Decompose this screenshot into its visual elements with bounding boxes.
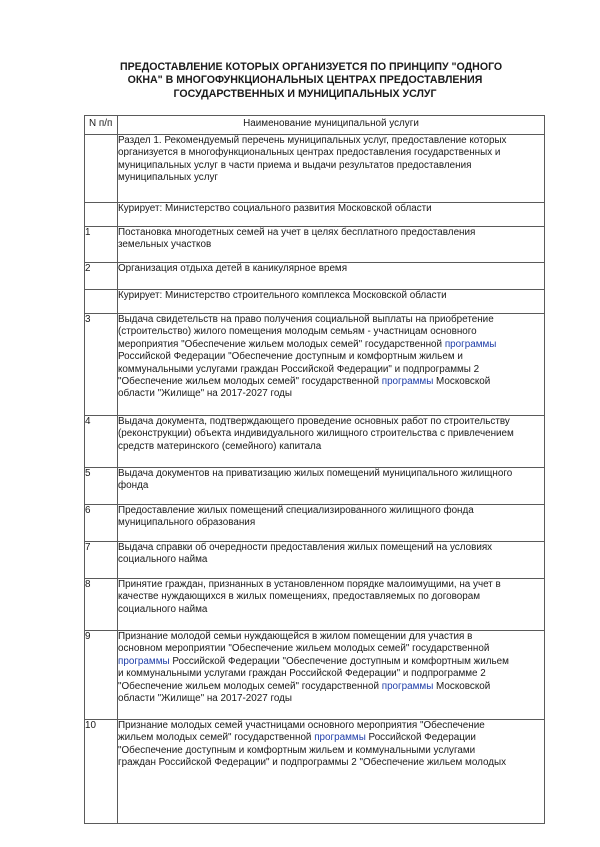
text-segment: области "Жилище" на 2017-2027 годы [118, 388, 293, 400]
text-segment: Курирует: Министерство социального развития Московской области [118, 203, 432, 214]
text-line [118, 656, 544, 668]
row-number: 10 [85, 720, 118, 824]
service-name [118, 720, 545, 824]
program-link[interactable]: программы [444, 338, 497, 350]
text-segment: Постановка многодетных семей на учет в целях бесплатного предоставления [118, 227, 476, 238]
table-header-row [85, 116, 545, 135]
service-name [118, 416, 545, 468]
text-line [118, 388, 544, 400]
text-segment: (реконструкции) объекта индивидуального жилищного строительства с привлечением [118, 428, 514, 440]
text-line [118, 480, 544, 492]
text-line [118, 542, 544, 554]
service-name [118, 227, 545, 263]
table-row [85, 135, 545, 203]
text-line [118, 591, 544, 603]
table-row [85, 579, 545, 631]
text-line [118, 554, 544, 566]
table-row [85, 203, 545, 227]
program-link[interactable]: программы [314, 732, 366, 744]
table-row [85, 263, 545, 290]
text-segment: области "Жилище" на 2017-2027 годы [118, 693, 293, 705]
text-segment: Курирует: Министерство строительного комплекса Московской области [118, 290, 447, 301]
text-line [118, 135, 544, 147]
text-segment: Признание молодой семьи нуждающейся в жилом помещении для участия в [118, 631, 473, 642]
text-line [118, 227, 544, 239]
service-name [118, 468, 545, 505]
text-segment: жильем молодых семей" государственной [118, 732, 315, 744]
text-line [118, 351, 544, 363]
title-line: ГОСУДАРСТВЕННЫХ И МУНИЦИПАЛЬНЫХ УСЛУГ [173, 87, 437, 100]
text-segment: мероприятия "Обеспечение жильем молодых семей" государственной [118, 338, 445, 350]
text-segment: "Обеспечение жильем молодых семей" государственной [118, 376, 382, 388]
text-segment: Выдача документов на приватизацию жилых помещений муниципального жилищного [118, 468, 513, 479]
service-name [118, 505, 545, 542]
text-segment: Предоставление жилых помещений специализированного жилищного фонда [118, 505, 474, 516]
table-row [85, 631, 545, 720]
text-segment: основном мероприятии "Обеспечение жильем молодых семей" государственной [118, 643, 490, 655]
text-segment: Организация отдыха детей в каникулярное время [118, 263, 348, 274]
table-row [85, 227, 545, 263]
text-line [118, 147, 544, 159]
text-segment: Московской [433, 376, 491, 388]
service-name [118, 203, 545, 227]
text-segment: муниципального образования [118, 517, 256, 529]
text-segment: Российской Федерации "Обеспечение доступным и комфортным жильем [169, 655, 509, 667]
column-header-number: N п/п [85, 116, 118, 135]
text-line [118, 732, 544, 744]
text-line [118, 668, 544, 680]
text-line [118, 339, 544, 351]
title-line: ОКНА" В МНОГОФУНКЦИОНАЛЬНЫХ ЦЕНТРАХ ПРЕДОСТАВЛЕНИЯ [127, 74, 483, 87]
text-segment: коммунальными услугами граждан Российской Федерации" и подпрограммы 2 [118, 363, 480, 375]
service-name [118, 542, 545, 579]
text-line [118, 468, 544, 480]
row-number: 7 [85, 542, 118, 579]
table-row [85, 505, 545, 542]
service-name [118, 579, 545, 631]
text-segment: Выдача свидетельств на право получения социальной выплаты на приобретение [118, 314, 494, 325]
text-line [118, 326, 544, 338]
text-segment: "Обеспечение доступным и комфортным жильем и коммунальными услугами [118, 744, 476, 756]
text-segment: фонда [118, 480, 149, 492]
document-title [120, 61, 503, 101]
service-name [118, 290, 545, 314]
text-line [118, 416, 544, 428]
text-segment: муниципальных услуг в части приема и выдачи результатов предоставления [118, 159, 472, 171]
text-line [118, 720, 544, 732]
table-row [85, 416, 545, 468]
service-name [118, 314, 545, 416]
row-number: 6 [85, 505, 118, 542]
row-number: 9 [85, 631, 118, 720]
text-line [118, 428, 544, 440]
text-segment: (строительство) жилого помещения молодым семьям - участницам основного [118, 326, 477, 338]
table-row [85, 720, 545, 824]
column-header-name: Наименование муниципальной услуги [118, 116, 545, 135]
table-row [85, 290, 545, 314]
text-line [118, 681, 544, 693]
row-number: 2 [85, 263, 118, 290]
text-line [118, 604, 544, 616]
text-segment: Раздел 1. Рекомендуемый перечень муниципальных услуг, предоставление которых [118, 135, 507, 146]
text-segment: граждан Российской Федерации" и подпрограммы 2 "Обеспечение жильем молодых [118, 757, 507, 769]
text-segment: средств материнского (семейного) капитала [118, 440, 322, 452]
text-segment: организуется в многофункциональных центрах предоставления государственных и [118, 147, 501, 159]
text-line [118, 693, 544, 705]
text-line [118, 160, 544, 172]
table-row [85, 542, 545, 579]
services-table [84, 115, 545, 824]
text-line [118, 314, 544, 326]
table-row [85, 468, 545, 505]
row-number [85, 290, 118, 314]
text-segment: Выдача документа, подтверждающего проведение основных работ по строительству [118, 416, 510, 427]
text-segment: земельных участков [118, 239, 212, 251]
text-segment: Признание молодых семей участницами основного мероприятия "Обеспечение [118, 720, 485, 731]
service-name [118, 263, 545, 290]
text-line [118, 517, 544, 529]
table-row [85, 314, 545, 416]
text-line [118, 579, 544, 591]
text-segment: муниципальных услуг [118, 172, 219, 184]
text-segment: Российской Федерации "Обеспечение доступным и комфортным жильем и [118, 351, 463, 363]
text-line [118, 290, 544, 302]
text-segment: Московской [433, 680, 491, 692]
text-line [118, 376, 544, 388]
text-line [118, 643, 544, 655]
text-line [118, 441, 544, 453]
text-segment: социального найма [118, 603, 208, 615]
text-segment: и коммунальными услугами граждан Российской Федерации" и подпрограмме 2 [118, 668, 486, 680]
text-line [118, 631, 544, 643]
text-line [118, 757, 544, 769]
row-number: 5 [85, 468, 118, 505]
program-link[interactable]: программы [381, 680, 434, 692]
text-segment: качестве нуждающихся в жилых помещениях, предоставляемых по договорам [118, 591, 481, 603]
row-number: 1 [85, 227, 118, 263]
row-number [85, 135, 118, 203]
text-line [118, 745, 544, 757]
row-number: 4 [85, 416, 118, 468]
text-line [118, 505, 544, 517]
text-segment: Выдача справки об очередности предоставления жилых помещений на условиях [118, 542, 493, 553]
program-link[interactable]: программы [381, 376, 434, 388]
text-segment: "Обеспечение жильем молодых семей" государственной [118, 680, 382, 692]
program-link[interactable]: программы [118, 655, 170, 667]
row-number: 8 [85, 579, 118, 631]
text-segment: социального найма [118, 554, 208, 566]
service-name [118, 135, 545, 203]
text-segment: Российской Федерации [365, 732, 476, 744]
row-number: 3 [85, 314, 118, 416]
text-segment: Принятие граждан, признанных в установленном порядке малоимущими, на учет в [118, 579, 501, 590]
text-line [118, 239, 544, 251]
text-line [118, 364, 544, 376]
text-line [118, 172, 544, 184]
title-line: ПРЕДОСТАВЛЕНИЕ КОТОРЫХ ОРГАНИЗУЕТСЯ ПО ПРИНЦИПУ "ОДНОГО [120, 61, 503, 73]
row-number [85, 203, 118, 227]
service-name [118, 631, 545, 720]
text-line [118, 203, 544, 215]
text-line [118, 263, 544, 275]
